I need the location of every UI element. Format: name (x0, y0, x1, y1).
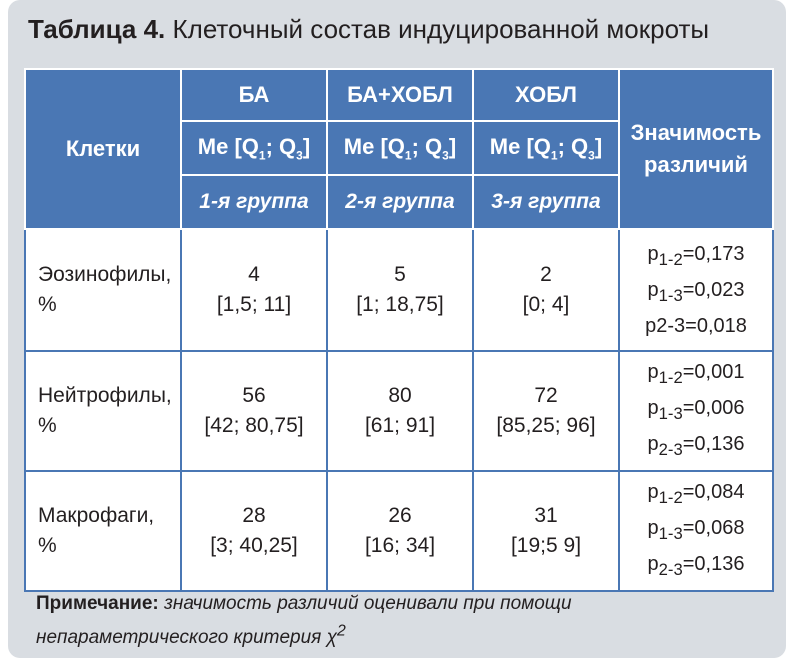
cell-value: 72 [85,25; 96] (473, 351, 619, 471)
table-note (36, 590, 776, 652)
cell-value: 80 [61; 91] (327, 351, 473, 471)
note-text: значимость различий оценивали при помощи (164, 593, 572, 614)
header-group-2: 2-я группа (327, 175, 473, 229)
title-bar (8, 0, 786, 64)
header-group-1: 1-я группа (181, 175, 327, 229)
cell-composition-table (24, 68, 774, 592)
header-significance-line1: Значимость (630, 120, 762, 145)
cell-significance: $p_{1-2}=0,001$ $p_{1-3}=0,006$ $p_{2-3}=0,136$ (619, 351, 773, 471)
table-number: Таблица 4. (28, 14, 166, 44)
cell-value: 4 [1,5; 11] (181, 229, 327, 351)
cell-value: 2 [0; 4] (473, 229, 619, 351)
table-title (28, 14, 709, 45)
header-me-1: Me [$Q_1$; $Q_3$] (181, 121, 327, 175)
header-group-3: 3-я группа (473, 175, 619, 229)
row-label-macrophages: Макрофаги, % (25, 471, 181, 591)
table-row (25, 229, 773, 351)
cell-value: 5 [1; 18,75] (327, 229, 473, 351)
header-me-2: Me [$Q_1$; $Q_3$] (327, 121, 473, 175)
table-caption: Клеточный состав индуцированной мокроты (172, 14, 710, 44)
header-group-ba-hobl: БА+ХОБЛ (327, 69, 473, 121)
header-significance (619, 69, 773, 229)
table-row (25, 351, 773, 471)
row-label-neutrophils: Нейтрофилы, % (25, 351, 181, 471)
table-row (25, 471, 773, 591)
cell-significance: $p_{1-2}=0,084$ $p_{1-3}=0,068$ $p_{2-3}=0,136$ (619, 471, 773, 591)
header-significance-line2: различий (644, 152, 748, 177)
header-cells: Клетки (25, 69, 181, 229)
cell-significance: $p_{1-2}=0,173$ $p_{1-3}=0,023$ p2-3=0,018 (619, 229, 773, 351)
note-label: Примечание: (36, 593, 159, 614)
header-group-ba: БА (181, 69, 327, 121)
cell-value: 26 [16; 34] (327, 471, 473, 591)
header-group-hobl: ХОБЛ (473, 69, 619, 121)
header-me-3: Me [$Q_1$; $Q_3$] (473, 121, 619, 175)
cell-value: 56 [42; 80,75] (181, 351, 327, 471)
cell-value: 31 [19;5 9] (473, 471, 619, 591)
note-text-2: непараметрического критерия $\chi^2$ (36, 623, 346, 649)
row-label-eosinophils: Эозинофилы, % (25, 229, 181, 351)
cell-value: 28 [3; 40,25] (181, 471, 327, 591)
